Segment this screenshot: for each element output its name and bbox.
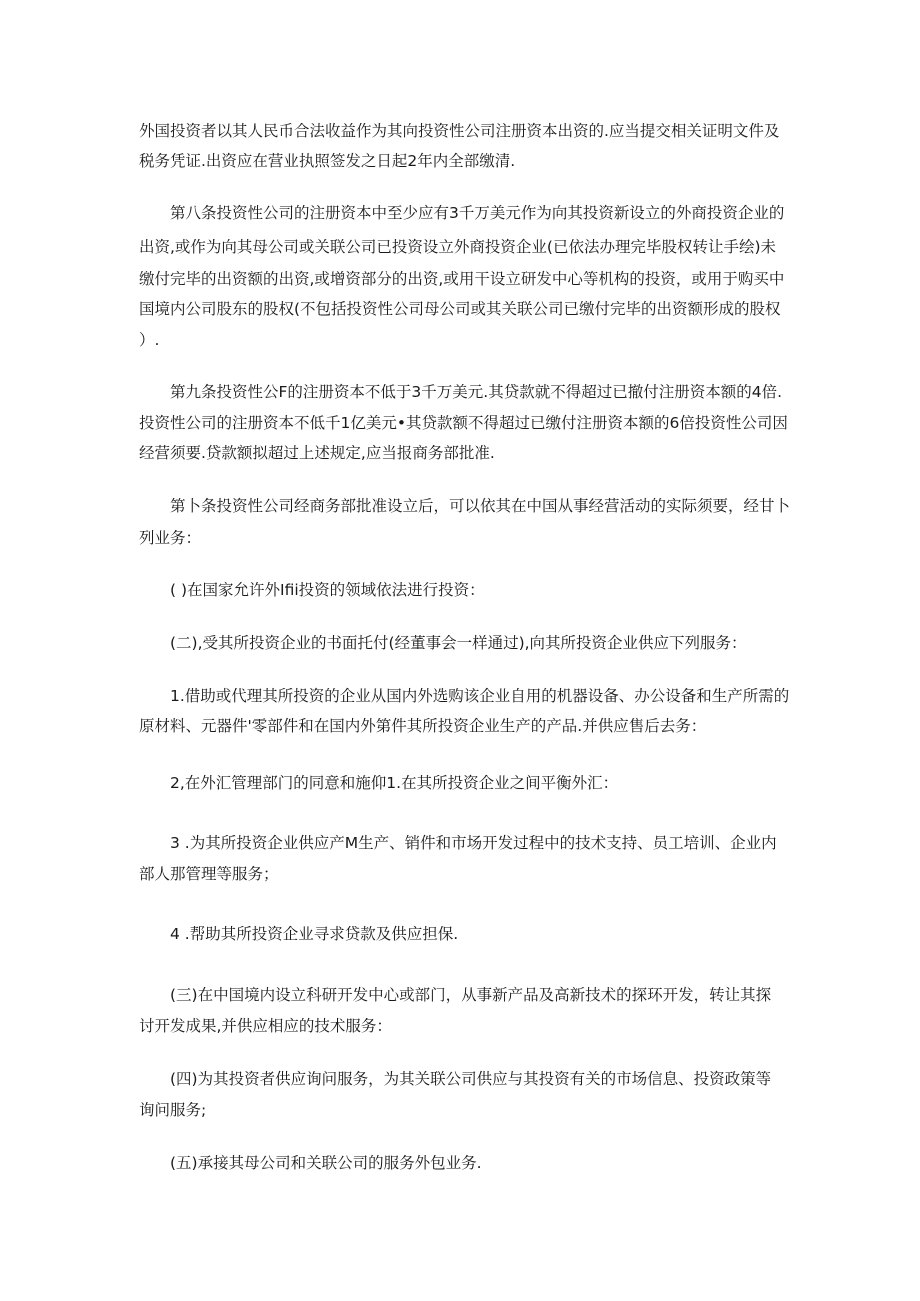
paragraph-line: 外国投资者以其人民币合法收益作为其向投资性公司注册资本出资的.应当提交相关证明文件及 xyxy=(139,122,780,140)
paragraph-line: (五)承接其母公司和关联公司的服务外包业务. xyxy=(170,1154,482,1172)
paragraph-line: 部人那管理等服务； xyxy=(139,865,279,883)
paragraph-line: 4 .帮助其所投资企业寻求贷款及供应担保. xyxy=(170,925,459,943)
paragraph-line: ）. xyxy=(139,331,160,349)
paragraph-line: 税务凭证.出资应在营业执照签发之日起2年内全部缴清. xyxy=(139,152,516,170)
paragraph-line: (四)为其投资者供应询问服务，为其关联公司供应与其投资有关的市场信息、投资政策等 xyxy=(170,1070,772,1088)
paragraph-line: 原材料、元器件'零部件和在国内外第件其所投资企业生产的产品.并供应售后去务： xyxy=(139,717,707,735)
paragraph-line: 列业务： xyxy=(139,529,202,547)
paragraph-line: 第九条投资性公F的注册资本不低于3千万美元.其贷款就不得超过已撤付注册资本额的4倍. xyxy=(170,383,782,401)
paragraph-line: (三)在中国境内设立科研开发中心或部门，从事新产品及高新技术的探环开发，转让其探 xyxy=(170,986,772,1004)
paragraph-line: 第卜条投资性公司经商务部批准设立后，可以依其在中国从事经营活动的实际须要，经甘卜 xyxy=(170,497,791,515)
paragraph-line: (二),受其所投资企业的书面托付(经董事会一样通过),向其所投资企业供应下列服务： xyxy=(170,634,747,652)
paragraph-line: ( )在国家允许外Ifii投资的领域依法进行投资： xyxy=(170,581,485,599)
paragraph-line: 经营须要.贷款额拟超过上述规定,应当报商务部批准. xyxy=(139,444,495,462)
paragraph-line: 讨开发成果,并供应相应的技术服务： xyxy=(139,1017,392,1035)
paragraph-line: 询问服务; xyxy=(139,1101,207,1119)
paragraph-line: 1.借助或代理其所投资的企业从国内外选购该企业自用的机器设备、办公设备和生产所需的 xyxy=(170,687,790,705)
paragraph-line: 出资,或作为向其母公司或关联公司已投资设立外商投资企业(已依法办理完毕股权转让手绘)未 xyxy=(139,238,777,256)
paragraph-line: 2,在外汇管理部门的同意和施仰1.在其所投资企业之间平衡外汇： xyxy=(170,774,619,792)
paragraph-line: 国境内公司股东的股权(不包括投资性公司母公司或其关联公司已缴付完毕的出资额形成的股权 xyxy=(139,300,781,318)
paragraph-line: 3 .为其所投资企业供应产M生产、销件和市场开发过程中的技术支持、员工培训、企业内 xyxy=(170,834,777,852)
paragraph-line: 缴付完毕的出资额的出资,或增资部分的出资,或用干设立研发中心等机构的投资，或用于购买中 xyxy=(139,270,785,288)
paragraph-line: 第八条投资性公司的注册资本中至少应有3千万美元作为向其投资新设立的外商投资企业的 xyxy=(170,204,785,222)
paragraph-line: 投资性公司的注册资本不低千1亿美元•其贷款额不得超过已缴付注册资本额的6倍投资性公司因 xyxy=(139,414,788,432)
